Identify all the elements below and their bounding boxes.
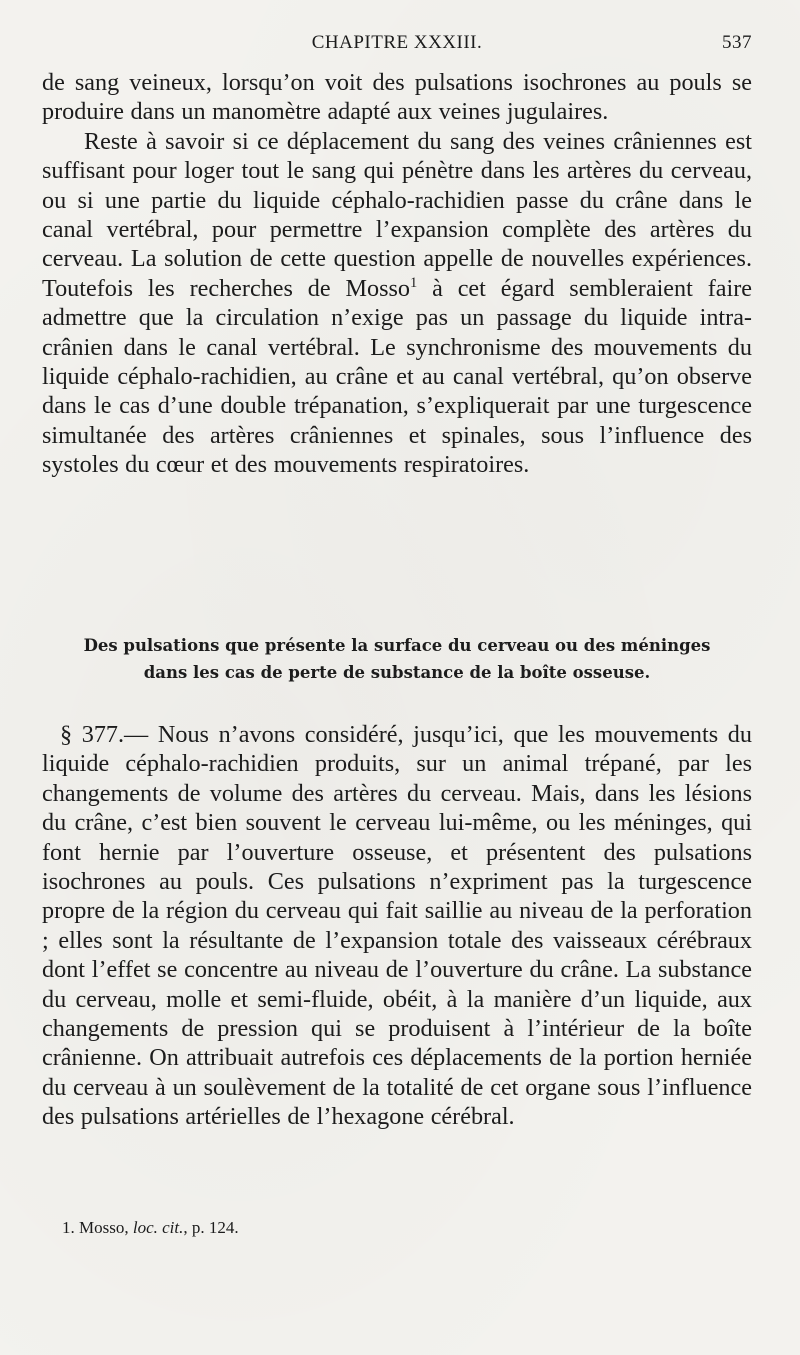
- section-heading-line-1: Des pulsations que présente la surface du cerveau ou des méninges: [83, 636, 711, 655]
- chapter-title: CHAPITRE XXXIII.: [311, 32, 483, 53]
- paragraph-2-start: Reste à savoir si ce déplacement du sang des veines crâniennes est suffisant pour loger tout le sang qui pénètre dans les artères du cerveau, ou si une partie du liquide céphalo-rachidien passe du crâne dans le canal vertébral, pour permettre l’expansion complète des artères du cerveau. La solution de cette question appelle de nouvelles expériences. Toutefois les recherches de Mosso: [42, 127, 752, 302]
- footnote: [62, 1218, 239, 1238]
- footnote-source: loc. cit.: [132, 1218, 184, 1237]
- paragraph-2-end: à cet égard sembleraient faire admettre que la circulation n’exige pas un passage du liquide intra-crânien dans le canal vertébral. Le synchronisme des mouvements du liquide céphalo-rachidien, au crâne et au canal vertébral, qu’on observe dans le cas d’une double trépanation, s’expliquerait par une turgescence simultanée des artères crâniennes et spinales, sous l’influence des systoles du cœur et des mouvements respiratoires.: [42, 274, 752, 479]
- text-block-1: [42, 68, 752, 480]
- footnote-number: 1. Mosso,: [62, 1218, 133, 1237]
- paragraph-1: de sang veineux, lorsqu’on voit des pulsations isochrones au pouls se produire dans un manomètre adapté aux veines jugulaires.: [42, 69, 752, 126]
- paragraph-2: [42, 127, 752, 480]
- footnote-page: , p. 124.: [183, 1218, 239, 1237]
- running-header: [42, 32, 752, 60]
- paragraph-377: § 377.— Nous n’avons considéré, jusqu’ici, que les mouvements du liquide céphalo-rachidien produits, sur un animal trépané, par les changements de volume des artères du cerveau. Mais, dans les lésions du crâne, c’est bien souvent le cerveau lui-même, ou les méninges, qui font hernie par l’ouverture osseuse, et présentent des pulsations isochrones au pouls. Ces pulsations n’expriment pas la turgescence propre de la région du cerveau qui fait saillie au niveau de la perforation ; elles sont la résultante de l’expansion totale des vaisseaux cérébraux dont l’effet se concentre au niveau de l’ouverture du crâne. La substance du cerveau, molle et semi-fluide, obéit, à la manière d’un liquide, aux changements de pression qui se produisent à l’intérieur de la boîte crânienne. On attribuait autrefois ces déplacements de la portion herniée du cerveau à un soulèvement de la totalité de cet organe sous l’influence des pulsations artérielles de l’hexagone cérébral.: [42, 721, 752, 1131]
- page-number: 537: [722, 32, 752, 53]
- footnote-ref[interactable]: 1: [410, 274, 418, 291]
- section-heading: [42, 632, 752, 686]
- section-heading-line-2: dans les cas de perte de substance de la boîte osseuse.: [143, 663, 651, 682]
- text-block-2: [42, 720, 752, 1132]
